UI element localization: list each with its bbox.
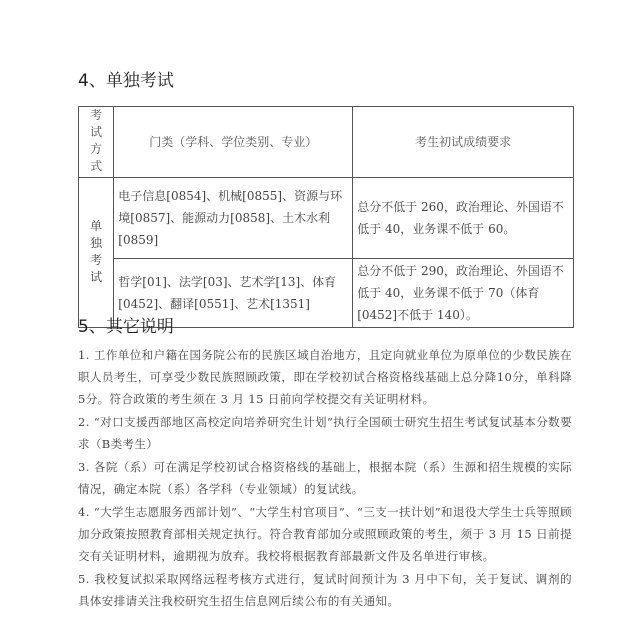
disciplines-cell: 电子信息[0854]、机械[0855]、资源与环境[0857]、能源动力[0858]、土木水利[0859] — [114, 178, 353, 259]
header-disciplines: 门类（学科、学位类别、专业） — [114, 107, 353, 178]
exam-type-cell — [79, 178, 114, 328]
note-item: 3. 各院（系）可在满足学校初试合格资格线的基础上，根据本院（系）生源和招生规模的实际情况，确定本院（系）各学科（专业领域）的复试线。 — [78, 460, 572, 496]
note-item: 2. “对口支援西部地区高校定向培养研究生计划”执行全国硕士研究生招生考试复试基本分数要求（B类考生） — [78, 415, 572, 451]
exam-type-label: 单独考试 — [90, 218, 103, 284]
header-requirements: 考生初试成绩要求 — [353, 107, 574, 178]
requirement-cell: 总分不低于 290，政治理论、外国语不低于 40，业务课不低于 70（体育[0452]不低于 140）。 — [353, 259, 574, 328]
section-4-heading: 4、单独考试 — [78, 71, 174, 91]
table-row — [79, 178, 574, 259]
notes-list — [78, 344, 572, 613]
note-item: 4. “大学生志愿服务西部计划”、“大学生村官项目”、“三支一扶计划”和退役大学生士兵等照顾加分政策按照教育部相关规定执行。符合教育部加分或照顾政策的考生，须于 3 月 15 日前提交有关证明材料，逾期视为放弃。我校将根据教育部最新文件及名单进行审核。 — [78, 505, 572, 563]
header-exam-method — [79, 107, 114, 178]
note-item: 5. 我校复试拟采取网络远程考核方式进行，复试时间预计为 3 月中下旬，关于复试、调剂的具体安排请关注我校研究生招生信息网后续公布的有关通知。 — [78, 572, 572, 608]
exam-requirements-table — [78, 106, 574, 328]
note-item: 1. 工作单位和户籍在国务院公布的民族区域自治地方，且定向就业单位为原单位的少数民族在职人员考生，可享受少数民族照顾政策，即在学校初试合格资格线基础上总分降10分，单科降5分。符合政策的考生须在 3 月 15 日前向学校提交有关证明材料。 — [78, 348, 572, 406]
table-header-row — [79, 107, 574, 178]
requirement-cell: 总分不低于 260，政治理论、外国语不低于 40，业务课不低于 60。 — [353, 178, 574, 259]
header-exam-method-label: 考试方式 — [90, 108, 103, 173]
disciplines-cell: 哲学[01]、法学[03]、艺术学[13]、体育[0452]、翻译[0551]、艺术[1351] — [114, 259, 353, 328]
section-5-heading: 5、其它说明 — [78, 317, 174, 337]
